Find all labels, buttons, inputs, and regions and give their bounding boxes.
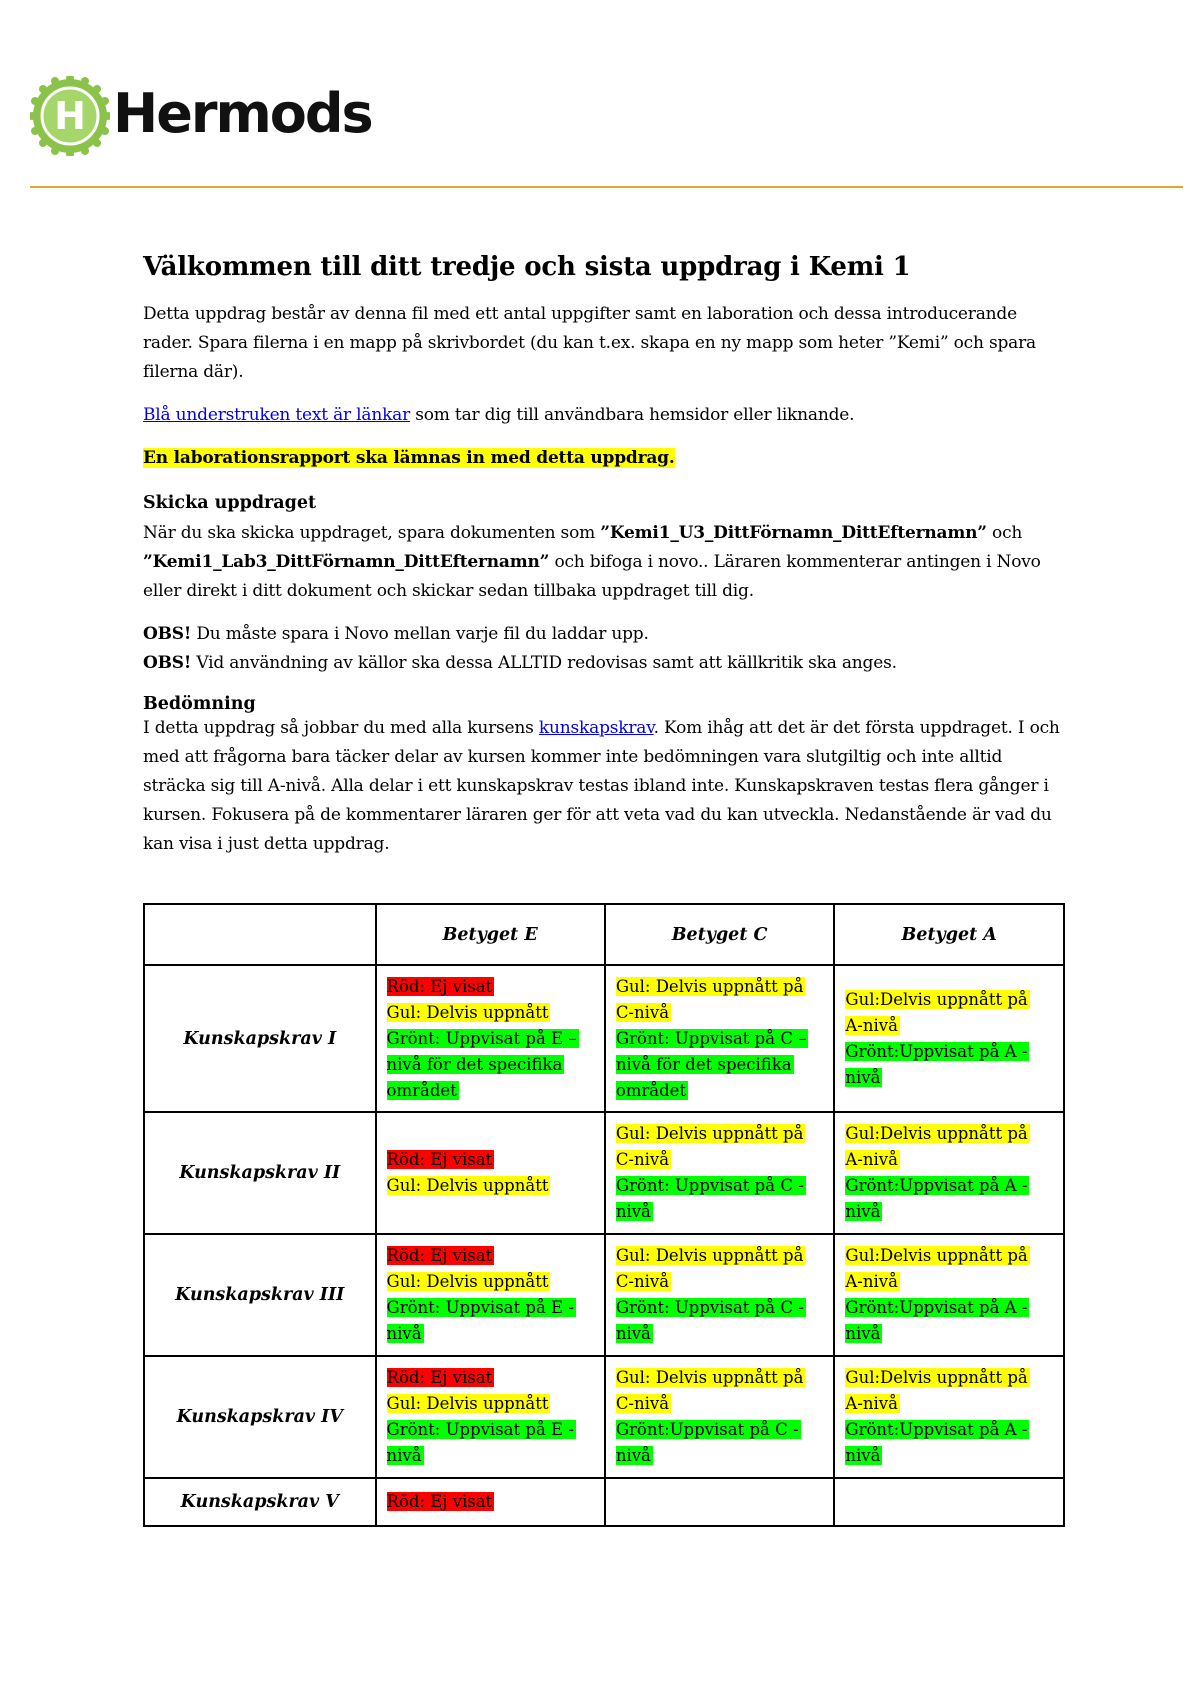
row-label: Kunskapskrav IV [144,1356,376,1478]
grade-cell-a [834,1356,1064,1478]
submit-text-a: När du ska skicka uppdraget, spara dokumenten som [143,523,601,543]
criterion-green-text: Grönt:Uppvisat på A - [845,1298,1028,1317]
criterion-line [845,1199,1053,1225]
criterion-line [387,1243,594,1269]
assessment-text-b: . Kom ihåg att det är det första uppdraget. I och med att frågorna bara täcker delar av kursen kommer inte bedömningen vara slutgiltig och inte alltid sträcka sig till A-nivå. Alla delar i ett kunskapskrav testas ibland inte. Kunskapskraven testas flera gånger i kursen. Fokusera på de kommentarer läraren ger för att veta vad du kan utveckla. Nedanstående är vad du kan visa i just detta uppdrag. [143,718,1060,854]
criterion-line [616,1078,824,1104]
criterion-yellow-text: Gul: Delvis uppnått [386,1002,549,1022]
criterion-green-text: nivå [845,1202,881,1221]
grade-cell-e [376,1356,605,1478]
criterion-green-text: Grönt: Uppvisat på C – [615,1028,807,1048]
criterion-yellow-text: Gul: Delvis uppnått på [615,976,804,996]
criterion-line [845,1269,1053,1295]
criterion-line [387,1173,594,1199]
criterion-green-text: Grönt:Uppvisat på A - [845,1176,1028,1195]
criterion-green-text: Grönt:Uppvisat på A - [845,1420,1028,1439]
grade-cell-a [834,1112,1064,1234]
badge-letter: H [54,94,86,138]
criterion-line [387,1147,594,1173]
criterion-line [845,1365,1053,1391]
criterion-line [387,974,594,1000]
criterion-line [616,1321,824,1347]
criterion-green-text: nivå [386,1324,422,1343]
criterion-red-text: Röd: Ej visat [386,1492,493,1511]
criterion-red-text: Röd: Ej visat [386,1246,493,1265]
criterion-line [845,987,1053,1013]
criterion-green-text: Grönt: Uppvisat på E - [386,1420,574,1439]
criterion-yellow-text: A-nivå [845,1394,898,1413]
criterion-green-text: Grönt: Uppvisat på C - [615,1176,804,1195]
criterion-green-text: nivå [615,1324,651,1343]
obs-text-1: Du måste spara i Novo mellan varje fil du laddar upp. [191,624,649,644]
criterion-green-text: nivå för det specifika [386,1054,563,1074]
criterion-green-text: nivå [845,1067,881,1087]
table-row [144,1478,1064,1526]
criterion-line [845,1173,1053,1199]
obs-paragraph [143,620,1065,678]
criterion-line [845,1295,1053,1321]
criterion-line [387,1489,594,1515]
grade-cell-e [376,1112,605,1234]
criterion-line [845,1065,1053,1091]
table-row [144,1234,1064,1356]
criterion-line [387,1026,594,1052]
table-row [144,1112,1064,1234]
criterion-line [616,1391,824,1417]
criterion-line [845,1147,1053,1173]
row-label: Kunskapskrav I [144,965,376,1112]
criterion-green-text: Grönt: Uppvisat på E – [386,1028,577,1048]
criterion-green-text: nivå [615,1446,651,1465]
filename-assignment: ”Kemi1_U3_DittFörnamn_DittEfternamn” [600,523,987,543]
kunskapskrav-link[interactable]: kunskapskrav [538,718,654,738]
criterion-green-text: nivå [615,1202,651,1221]
grade-cell-e [376,1234,605,1356]
submit-text-c: och bifoga i novo.. Läraren kommenterar antingen i Novo eller direkt i ditt dokument och skickar sedan tillbaka uppdraget till dig. [143,552,1041,601]
criterion-yellow-text: A-nivå [845,1015,898,1035]
criterion-line [616,1295,824,1321]
criterion-line [845,1013,1053,1039]
criterion-line [387,1391,594,1417]
page-title: Välkommen till ditt tredje och sista uppdrag i Kemi 1 [143,252,911,282]
header-grade-a: Betyget A [834,904,1064,965]
row-label: Kunskapskrav II [144,1112,376,1234]
grade-cell-c [605,1356,835,1478]
criterion-line [616,1365,824,1391]
criterion-line [387,1269,594,1295]
criterion-green-text: nivå [845,1324,881,1343]
filename-lab: ”Kemi1_Lab3_DittFörnamn_DittEfternamn” [143,552,550,572]
lab-report-notice: En laborationsrapport ska lämnas in med detta uppdrag. [143,448,675,468]
criterion-line [616,1000,824,1026]
obs-text-2: Vid användning av källor ska dessa ALLTID redovisas samt att källkritik ska anges. [191,653,897,673]
criterion-yellow-text: A-nivå [845,1272,898,1291]
submit-paragraph [143,519,1065,606]
criterion-green-text: Grönt: Uppvisat på C - [615,1298,804,1317]
obs-label-2: OBS! [143,653,192,673]
criterion-line [845,1121,1053,1147]
lab-notice-paragraph [143,444,1065,473]
criterion-yellow-text: Gul:Delvis uppnått på [845,1246,1028,1265]
criterion-line [387,1417,594,1443]
criterion-line [387,1052,594,1078]
criterion-green-text: nivå [386,1446,422,1465]
criterion-green-text: nivå [845,1446,881,1465]
criterion-yellow-text: C-nivå [615,1272,670,1291]
grade-cell-a [834,965,1064,1112]
grading-table [143,903,1065,1527]
obs-label-1: OBS! [143,624,192,644]
grading-table-body [144,965,1064,1526]
criterion-yellow-text: Gul: Delvis uppnått [386,1272,549,1291]
criterion-line [616,1417,824,1443]
grade-cell-a [834,1478,1064,1526]
criterion-line [616,1121,824,1147]
criterion-line [845,1321,1053,1347]
criterion-yellow-text: Gul: Delvis uppnått på [615,1124,804,1143]
link-example[interactable]: Blå understruken text är länkar [143,405,411,425]
assessment-paragraph [143,714,1065,859]
criterion-line [845,1243,1053,1269]
table-row [144,965,1064,1112]
header-grade-c: Betyget C [605,904,835,965]
criterion-line [845,1039,1053,1065]
grade-cell-e [376,965,605,1112]
grade-cell-c [605,1234,835,1356]
hermods-badge-icon [30,76,110,156]
row-label: Kunskapskrav III [144,1234,376,1356]
criterion-yellow-text: Gul: Delvis uppnått på [615,1368,804,1387]
row-label: Kunskapskrav V [144,1478,376,1526]
criterion-line [616,1269,824,1295]
criterion-line [387,1078,594,1104]
criterion-yellow-text: C-nivå [615,1394,670,1413]
hermods-logo [30,72,372,158]
criterion-line [616,974,824,1000]
criterion-yellow-text: Gul: Delvis uppnått [386,1394,549,1413]
intro-paragraph: Detta uppdrag består av denna fil med ett antal uppgifter samt en laboration och dessa introducerande rader. Spara filerna i en mapp på skrivbordet (du kan t.ex. skapa en ny mapp som heter ”Kemi” och spara filerna där). [143,304,1036,382]
criterion-red-text: Röd: Ej visat [386,1368,493,1387]
document-body [143,252,1065,873]
criterion-line [845,1391,1053,1417]
grade-cell-c [605,1478,835,1526]
link-info-paragraph [143,401,1065,430]
criterion-line [616,1052,824,1078]
criterion-yellow-text: A-nivå [845,1150,898,1169]
criterion-yellow-text: C-nivå [615,1150,670,1169]
criterion-green-text: området [386,1080,457,1100]
criterion-green-text: Grönt:Uppvisat på C - [615,1420,799,1439]
criterion-line [616,1147,824,1173]
logo-text: Hermods [113,82,372,145]
submit-heading: Skicka uppdraget [143,493,317,513]
header-divider [30,186,1183,188]
header-empty-cell [144,904,376,965]
criterion-line [387,1000,594,1026]
grade-cell-a [834,1234,1064,1356]
criterion-line [616,1243,824,1269]
criterion-green-text: nivå för det specifika [615,1054,792,1074]
grading-table-header-row [144,904,1064,965]
grade-cell-c [605,1112,835,1234]
criterion-line [387,1295,594,1321]
criterion-line [845,1443,1053,1469]
table-row [144,1356,1064,1478]
criterion-line [616,1026,824,1052]
criterion-green-text: Grönt:Uppvisat på A - [845,1041,1028,1061]
submit-text-b: och [986,523,1023,543]
criterion-red-text: Röd: Ej visat [386,976,493,996]
criterion-line [387,1365,594,1391]
criterion-line [616,1173,824,1199]
header-grade-e: Betyget E [376,904,605,965]
criterion-red-text: Röd: Ej visat [386,1150,493,1169]
assessment-text-a: I detta uppdrag så jobbar du med alla kursens [143,718,539,738]
link-info-text: som tar dig till användbara hemsidor eller liknande. [410,405,855,425]
criterion-line [616,1199,824,1225]
criterion-yellow-text: C-nivå [615,1002,670,1022]
criterion-yellow-text: Gul: Delvis uppnått på [615,1246,804,1265]
criterion-line [616,1443,824,1469]
grade-cell-c [605,965,835,1112]
criterion-yellow-text: Gul:Delvis uppnått på [845,1124,1028,1143]
criterion-yellow-text: Gul:Delvis uppnått på [845,989,1028,1009]
criterion-line [845,1417,1053,1443]
criterion-yellow-text: Gul: Delvis uppnått [386,1176,549,1195]
criterion-green-text: området [615,1080,687,1100]
assessment-heading: Bedömning [143,694,256,714]
criterion-green-text: Grönt: Uppvisat på E - [386,1298,574,1317]
grade-cell-e [376,1478,605,1526]
criterion-line [387,1443,594,1469]
criterion-yellow-text: Gul:Delvis uppnått på [845,1368,1028,1387]
criterion-line [387,1321,594,1347]
